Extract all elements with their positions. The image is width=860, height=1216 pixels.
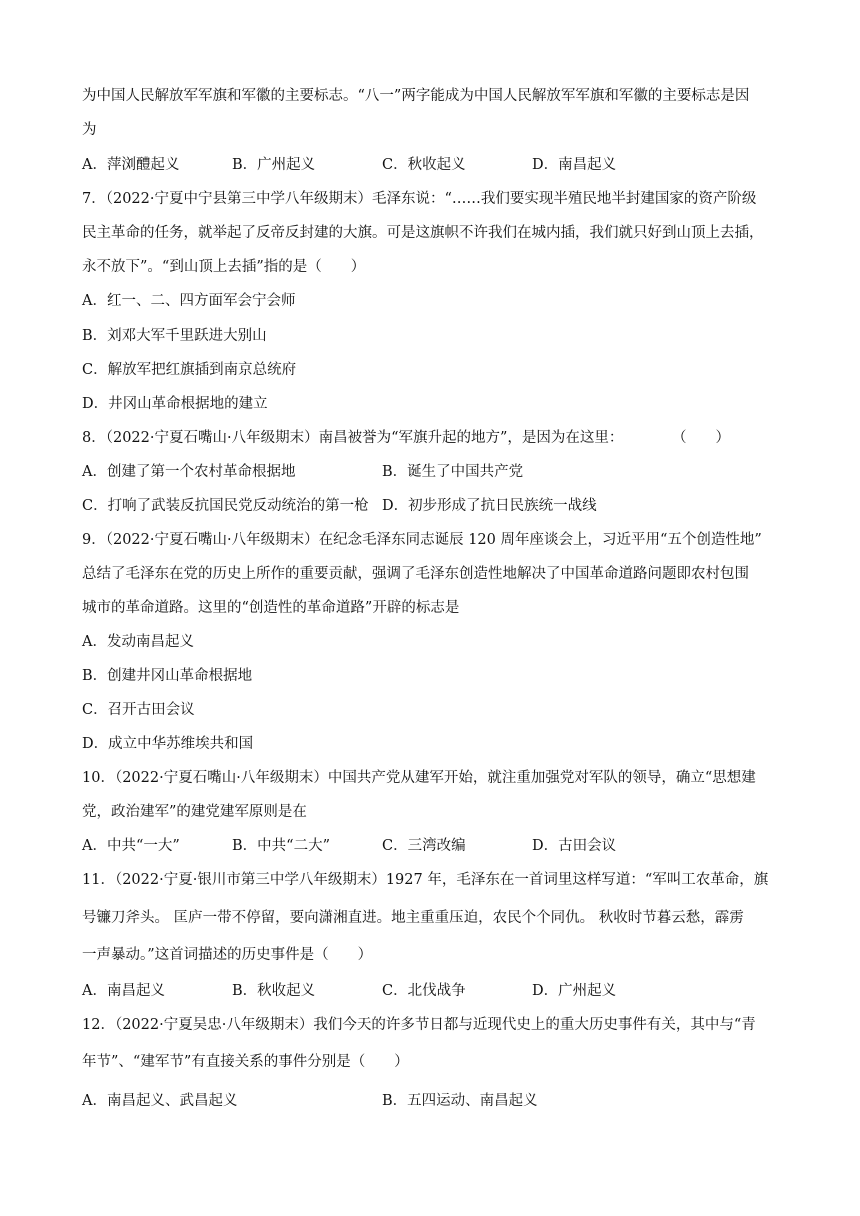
q12-stem-line-2: 年节”、“建军节”有直接关系的事件分别是（ ） bbox=[82, 1054, 409, 1070]
q12-option-a[interactable]: A．南昌起义、武昌起义 bbox=[82, 1093, 238, 1109]
q11-option-a[interactable]: A．南昌起义 bbox=[82, 983, 165, 999]
q9-stem-line-1: 9．（2022·宁夏石嘴山·八年级期末）在纪念毛泽东同志诞辰 120 周年座谈会上，习近平用“五个创造性地” bbox=[82, 532, 762, 548]
q7-option-c[interactable]: C．解放军把红旗插到南京总统府 bbox=[82, 362, 297, 378]
q11-stem-line-3: 一声暴动。”这首词描述的历史事件是（ ） bbox=[82, 947, 373, 963]
q11-stem-line-2: 号镰刀斧头。 匡庐一带不停留，要向潇湘直进。地主重重压迫，农民个个同仇。 秋收时节暮云愁，霹雳 bbox=[82, 910, 744, 926]
q10-option-c[interactable]: C．三湾改编 bbox=[382, 838, 466, 854]
q9-option-c[interactable]: C．召开古田会议 bbox=[82, 702, 195, 718]
q9-stem-line-3: 城市的革命道路。这里的“创造性的革命道路”开辟的标志是 bbox=[82, 600, 460, 616]
q7-stem-line-1: 7．（2022·宁夏中宁县第三中学八年级期末）毛泽东说：“……我们要实现半殖民地半封建国家的资产阶级 bbox=[82, 191, 757, 207]
q6-stem-line-1: 为中国人民解放军军旗和军徽的主要标志。“八一”两字能成为中国人民解放军军旗和军徽的主要标志是因 bbox=[82, 88, 750, 104]
q8-option-a[interactable]: A．创建了第一个农村革命根据地 bbox=[82, 464, 296, 480]
q11-option-c[interactable]: C．北伐战争 bbox=[382, 983, 466, 999]
q10-option-b[interactable]: B．中共“二大” bbox=[232, 838, 330, 854]
q10-stem-line-2: 党，政治建军”的建党建军原则是在 bbox=[82, 804, 307, 820]
q10-option-a[interactable]: A．中共“一大” bbox=[82, 838, 180, 854]
q11-options bbox=[82, 983, 782, 1000]
q7-option-d[interactable]: D．井冈山革命根据地的建立 bbox=[82, 396, 268, 412]
q9-option-a[interactable]: A．发动南昌起义 bbox=[82, 634, 194, 650]
q10-options bbox=[82, 838, 782, 855]
q7-stem-line-2: 民主革命的任务，就举起了反帝反封建的大旗。可是这旗帜不许我们在城内插，我们就只好到山顶上去插， bbox=[82, 225, 764, 241]
q9-option-b[interactable]: B．创建井冈山革命根据地 bbox=[82, 668, 253, 684]
q8-answer-blank: （ ） bbox=[672, 430, 730, 446]
q6-option-a[interactable]: A．萍浏醴起义 bbox=[82, 157, 180, 173]
q11-stem-line-1: 11．（2022·宁夏·银川市第三中学八年级期末）1927 年，毛泽东在一首词里这样写道：“军叫工农革命，旗 bbox=[82, 872, 769, 888]
q8-stem-line-1: 8．（2022·宁夏石嘴山·八年级期末）南昌被誉为“军旗升起的地方”，是因为在这里： bbox=[82, 430, 624, 446]
q12-option-b[interactable]: B．五四运动、南昌起义 bbox=[382, 1093, 538, 1109]
q10-stem-line-1: 10．（2022·宁夏石嘴山·八年级期末）中国共产党从建军开始，就注重加强党对军队的领导，确立“思想建 bbox=[82, 770, 756, 786]
q7-option-b[interactable]: B．刘邓大军千里跃进大别山 bbox=[82, 328, 267, 344]
q6-option-d[interactable]: D．南昌起义 bbox=[532, 157, 617, 173]
q6-stem-line-2: 为 bbox=[82, 122, 97, 138]
q7-stem-line-3: 永不放下”。“到山顶上去插”指的是（ ） bbox=[82, 259, 366, 275]
q8-option-b[interactable]: B．诞生了中国共产党 bbox=[382, 464, 524, 480]
q8-option-c[interactable]: C．打响了武装反抗国民党反动统治的第一枪 bbox=[82, 498, 369, 514]
q6-options bbox=[82, 157, 782, 174]
q10-option-d[interactable]: D．古田会议 bbox=[532, 838, 617, 854]
q6-option-b[interactable]: B．广州起义 bbox=[232, 157, 316, 173]
q8-option-d[interactable]: D．初步形成了抗日民族统一战线 bbox=[382, 498, 597, 514]
q12-stem-line-1: 12．（2022·宁夏吴忠·八年级期末）我们今天的许多节日都与近现代史上的重大历史事件有关，其中与“青 bbox=[82, 1017, 756, 1033]
q11-option-d[interactable]: D．广州起义 bbox=[532, 983, 617, 999]
q7-option-a[interactable]: A．红一、二、四方面军会宁会师 bbox=[82, 293, 296, 309]
q9-stem-line-2: 总结了毛泽东在党的历史上所作的重要贡献，强调了毛泽东创造性地解决了中国革命道路问题即农村包围 bbox=[82, 566, 749, 582]
q9-option-d[interactable]: D．成立中华苏维埃共和国 bbox=[82, 736, 254, 752]
q11-option-b[interactable]: B．秋收起义 bbox=[232, 983, 316, 999]
q6-option-c[interactable]: C．秋收起义 bbox=[382, 157, 466, 173]
